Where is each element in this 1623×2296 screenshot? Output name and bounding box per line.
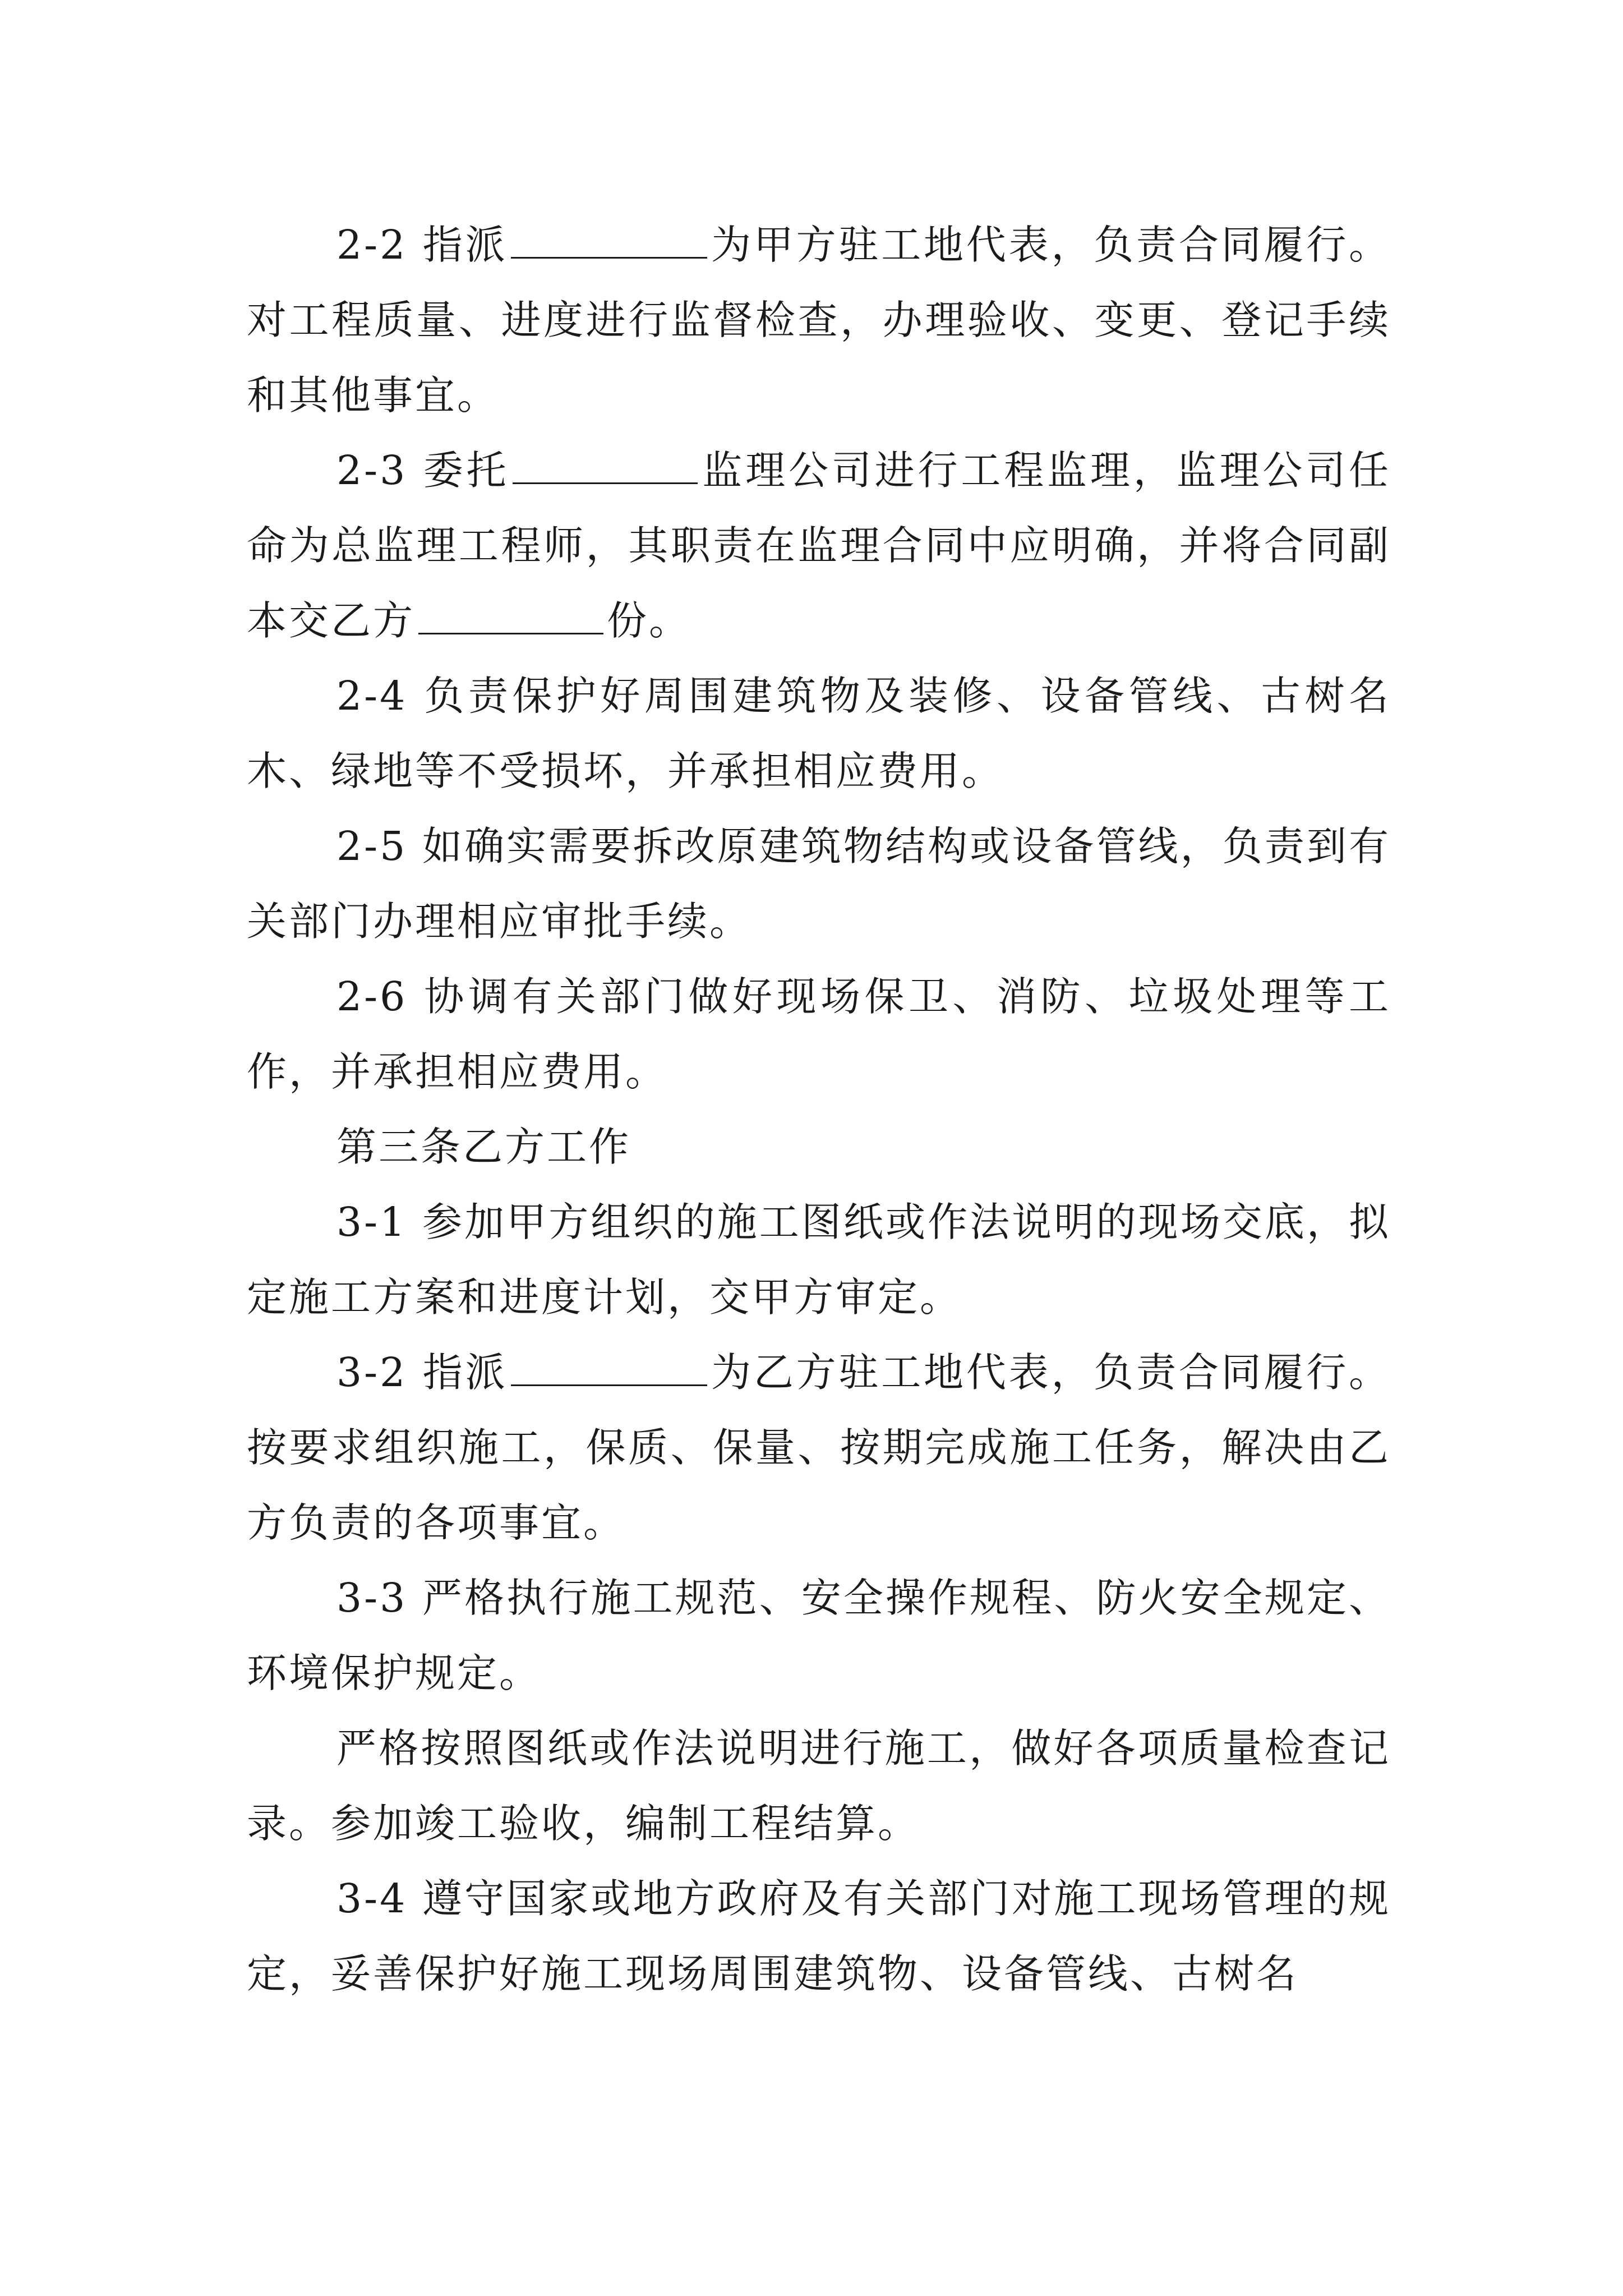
blank-field	[511, 223, 707, 259]
blank-field	[513, 449, 698, 484]
clause-3-4: 3-4 遵守国家或地方政府及有关部门对施工现场管理的规定，妥善保护好施工现场周围建筑物、设备管线、古树名	[247, 1875, 1391, 1997]
clause-2-3	[247, 433, 1391, 659]
clause-2-4: 2-4 负责保护好周围建筑物及装修、设备管线、古树名木、绿地等不受损坏，并承担相应费用。	[247, 673, 1391, 794]
blank-field	[511, 1351, 707, 1386]
clause-3-1: 3-1 参加甲方组织的施工图纸或作法说明的现场交底，拟定施工方案和进度计划，交甲方审定。	[247, 1199, 1391, 1320]
clause-2-6: 2-6 协调有关部门做好现场保卫、消防、垃圾处理等工作，并承担相应费用。	[247, 973, 1391, 1095]
document-page	[247, 208, 1391, 2012]
clause-2-2	[247, 208, 1391, 433]
clause-2-3-body: 监理公司进行工程监理，监理公司任命为总监理工程师，其职责在监理合同中应明确，并将合同副本交乙方	[247, 447, 1391, 644]
clause-3-3: 3-3 严格执行施工规范、安全操作规程、防火安全规定、环境保护规定。	[247, 1575, 1391, 1696]
clause-2-2-lead: 2-2 指派	[336, 222, 508, 268]
clause-2-3-lead: 2-3 委托	[336, 447, 510, 494]
clause-3-2	[247, 1335, 1391, 1561]
clause-3-3-continued: 严格按照图纸或作法说明进行施工，做好各项质量检查记录。参加竣工验收，编制工程结算。	[247, 1725, 1391, 1847]
clause-2-3-tail: 份。	[607, 597, 691, 644]
clause-3-2-body: 为乙方驻工地代表，负责合同履行。按要求组织施工，保质、保量、按期完成施工任务，解决由乙方负责的各项事宜。	[247, 1349, 1391, 1546]
clause-2-2-body: 为甲方驻工地代表，负责合同履行。对工程质量、进度进行监督检查，办理验收、变更、登记手续和其他事宜。	[247, 222, 1391, 418]
clause-3-2-lead: 3-2 指派	[336, 1349, 508, 1396]
clause-2-5: 2-5 如确实需要拆改原建筑物结构或设备管线，负责到有关部门办理相应审批手续。	[247, 823, 1391, 945]
blank-field	[418, 599, 603, 634]
section-heading-article-3: 第三条乙方工作	[336, 1124, 631, 1170]
